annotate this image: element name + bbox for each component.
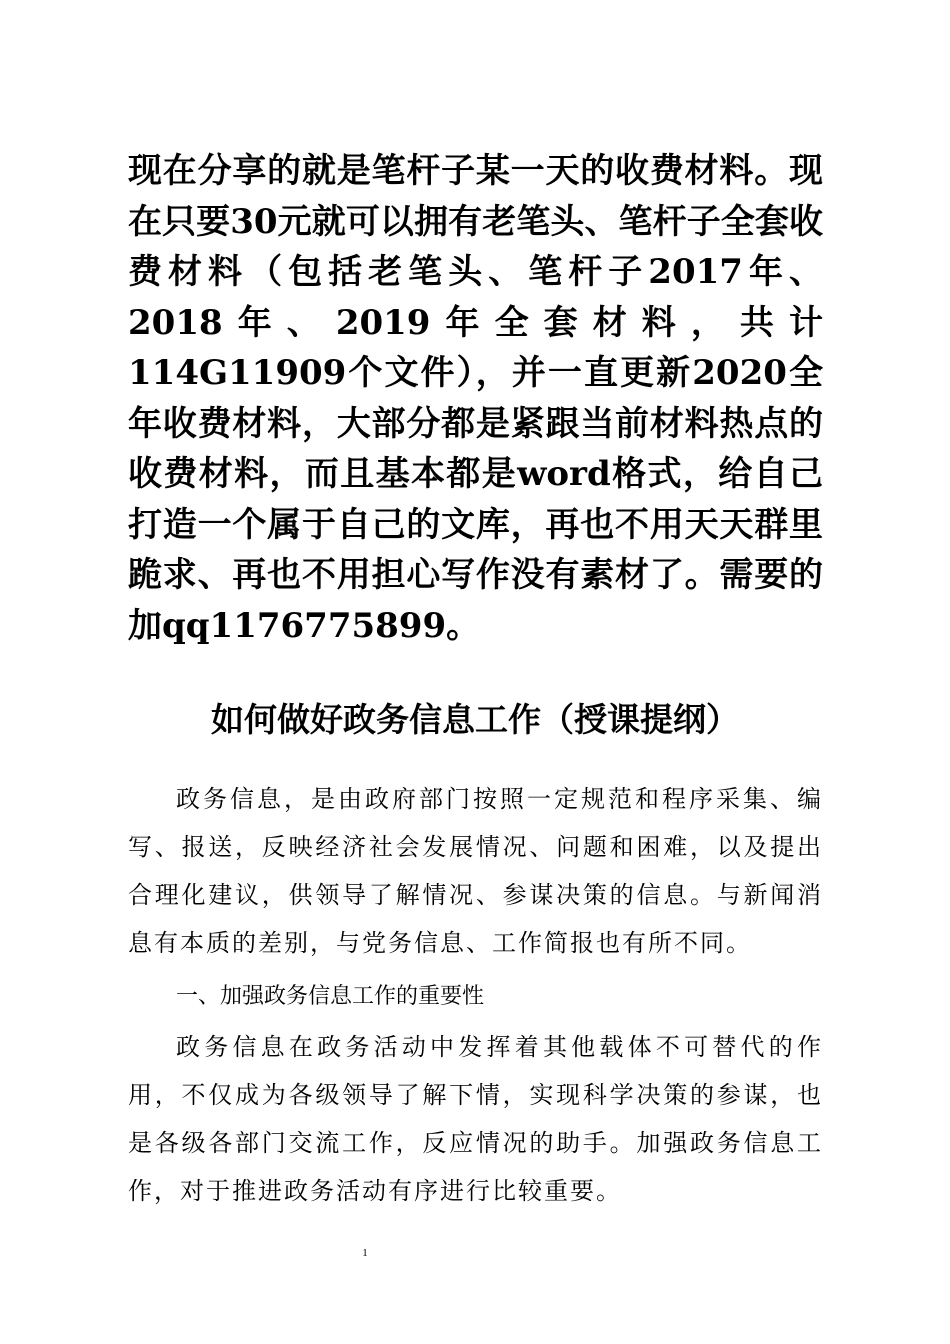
promo-paragraph: 现在分享的就是笔杆子某一天的收费材料。现在只要30元就可以拥有老笔头、笔杆子全套收费材料（包括老笔头、笔杆子2017年、2018年、2019年全套材料，共计114G11909个文件），并一直更新2020全年收费材料，大部分都是紧跟当前材料热点的收费材料，而且基本都是word格式，给自己打造一个属于自己的文库，再也不用天天群里跪求、再也不用担心写作没有素材了。需要的加qq1176775899。 (128, 151, 823, 646)
document-title: 如何做好政务信息工作（授课提纲） (211, 700, 739, 739)
section-heading-1: 一、加强政务信息工作的重要性 (176, 984, 485, 1009)
intro-paragraph: 政务信息，是由政府部门按照一定规范和程序采集、编写、报送，反映经济社会发展情况、问题和困难，以及提出合理化建议，供领导了解情况、参谋决策的信息。与新闻消息有本质的差别，与党务信息、工作简报也有所不同。 (128, 785, 823, 957)
page-number: 1 (362, 1247, 368, 1259)
section-1-paragraph: 政务信息在政务活动中发挥着其他载体不可替代的作用，不仅成为各级领导了解下情，实现科学决策的参谋，也是各级各部门交流工作，反应情况的助手。加强政务信息工作，对于推进政务活动有序进行比较重要。 (128, 1033, 823, 1205)
